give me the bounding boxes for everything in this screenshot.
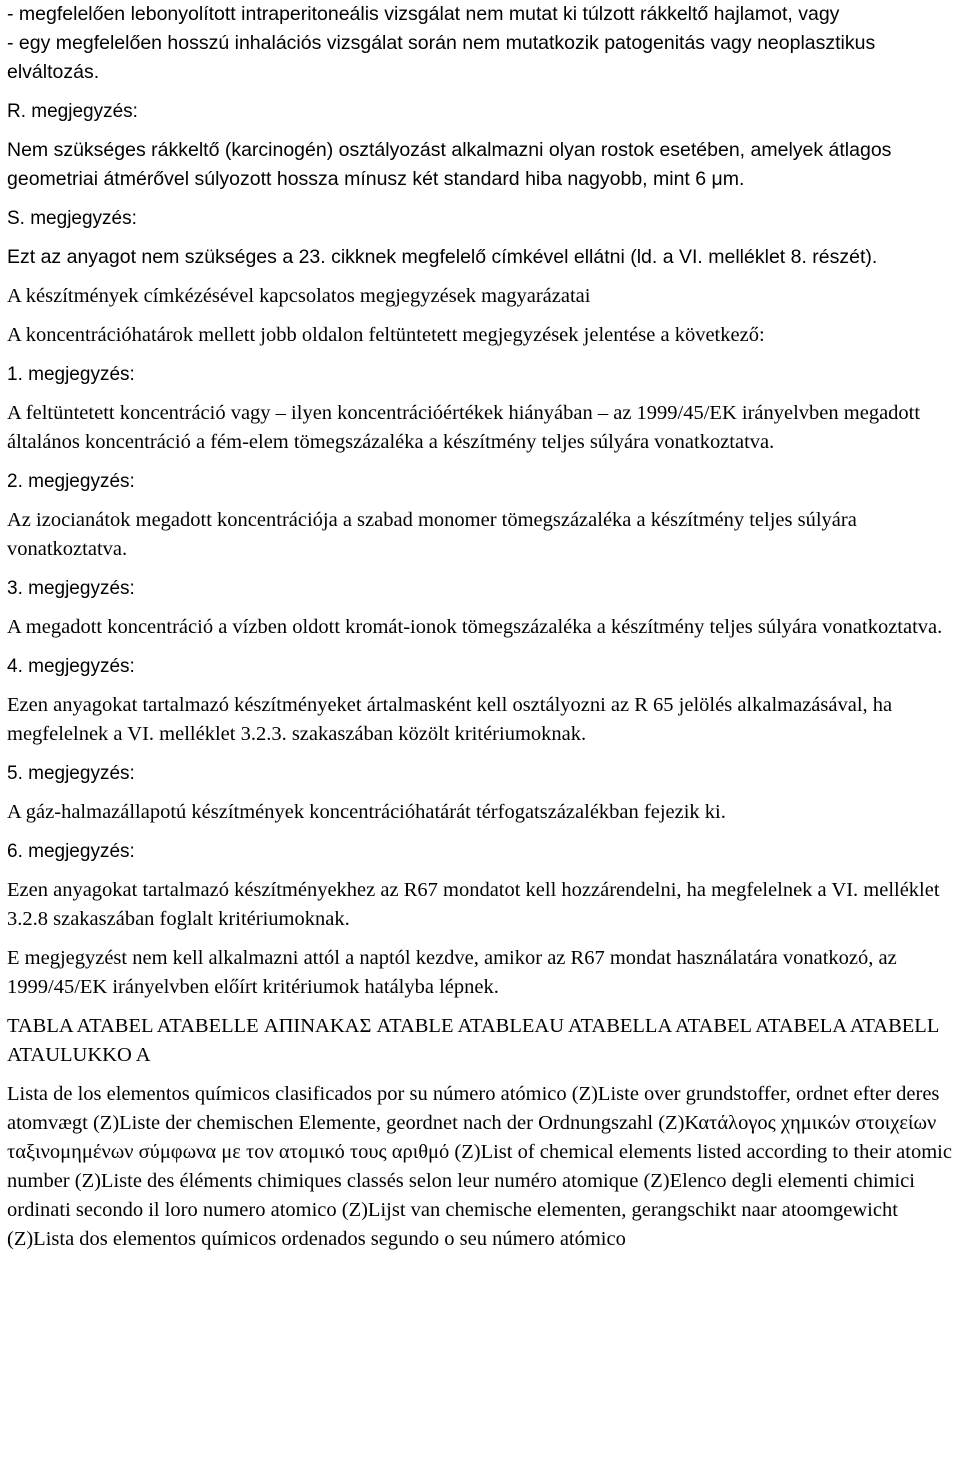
paragraph-note-2: Az izocianátok megadott koncentrációja a szabad monomer tömegszázaléka a készítmény teljes súlyára vonatkoztatva. <box>7 509 857 560</box>
paragraph-concentration-limits: A koncentrációhatárok mellett jobb oldalon feltüntetett megjegyzések jelentése a következő: <box>7 324 765 346</box>
paragraph-note-6: Ezen anyagokat tartalmazó készítményekhez az R67 mondatot kell hozzárendelni, ha megfelelnek a VI. melléklet 3.2.8 szakaszában foglalt kritériumoknak. <box>7 879 940 930</box>
table-title-multilingual: TABLA ATABEL ATABELLE ΑΠΙΝΑΚΑΣ ATABLE ATABLEAU ATABELLA ATABEL ATABELA ATABELL ATAULUKKO A <box>7 1015 939 1066</box>
paragraph-note-r: Nem szükséges rákkeltő (karcinogén) osztályozást alkalmazni olyan rostok esetében, amelyek átlagos geometriai átmérővel súlyozott hossza mínusz két standard hiba nagyobb, mint 6 μm. <box>7 139 892 190</box>
paragraph-note-3: A megadott koncentráció a vízben oldott kromát-ionok tömegszázaléka a készítmény teljes súlyára vonatkoztatva. <box>7 616 943 638</box>
note-heading-r: R. megjegyzés: <box>7 101 138 122</box>
paragraph-intraperitoneal: - megfelelően lebonyolított intraperitoneális vizsgálat nem mutat ki túlzott rákkeltő hajlamot, vagy <box>7 3 840 25</box>
paragraph-note-4: Ezen anyagokat tartalmazó készítményeket ártalmasként kell osztályozni az R 65 jelölés alkalmazásával, ha megfelelnek a VI. melléklet 3.2.3. szakaszában közölt kritériumoknak. <box>7 694 893 745</box>
note-heading-1: 1. megjegyzés: <box>7 364 135 385</box>
note-heading-3: 3. megjegyzés: <box>7 578 135 599</box>
paragraph-inhalation: - egy megfelelően hosszú inhalációs vizsgálat során nem mutatkozik patogenitás vagy neoplasztikus elváltozás. <box>7 32 876 83</box>
paragraph-r67-applicability: E megjegyzést nem kell alkalmazni attól a naptól kezdve, amikor az R67 mondat használatára vonatkozó, az 1999/45/EK irányelvben előírt kritériumok hatályba lépnek. <box>7 947 897 998</box>
section-heading-labelling: A készítmények címkézésével kapcsolatos megjegyzések magyarázatai <box>7 285 591 307</box>
note-heading-4: 4. megjegyzés: <box>7 656 135 677</box>
note-heading-6: 6. megjegyzés: <box>7 841 135 862</box>
note-heading-5: 5. megjegyzés: <box>7 763 135 784</box>
paragraph-note-1: A feltüntetett koncentráció vagy – ilyen koncentrációértékek hiányában – az 1999/45/EK irányelvben megadott általános koncentráció a fém-elem tömegszázaléka a készítmény teljes súlyára vonatkoztatva. <box>7 402 921 453</box>
paragraph-note-s: Ezt az anyagot nem szükséges a 23. cikknek megfelelő címkével ellátni (ld. a VI. melléklet 8. részét). <box>7 246 878 268</box>
note-heading-2: 2. megjegyzés: <box>7 471 135 492</box>
paragraph-note-5: A gáz-halmazállapotú készítmények koncentrációhatárát térfogatszázalékban fejezik ki. <box>7 801 726 823</box>
element-list-title-multilingual: Lista de los elementos químicos clasificados por su número atómico (Z)Liste over grundstoffer, ordnet efter deres atomvægt (Z)Liste der chemischen Elemente, geordnet nach der Ordnungszahl (Z)Κατάλογος χημικών στοιχείων ταξινομημένων σύμφωνα με τον ατομικό τους αριθμό (Z)List of chemical elements listed according to their atomic number (Z)Liste des éléments chimiques classés selon leur numéro atomique (Z)Elenco degli elementi chimici ordinati secondo il loro numero atomico (Z)Lijst van chemische elementen, gerangschikt naar atoomgewicht (Z)Lista dos elementos químicos ordenados segundo o seu número atómico <box>7 1083 952 1250</box>
note-heading-s: S. megjegyzés: <box>7 208 137 229</box>
document-body <box>7 0 957 1264</box>
